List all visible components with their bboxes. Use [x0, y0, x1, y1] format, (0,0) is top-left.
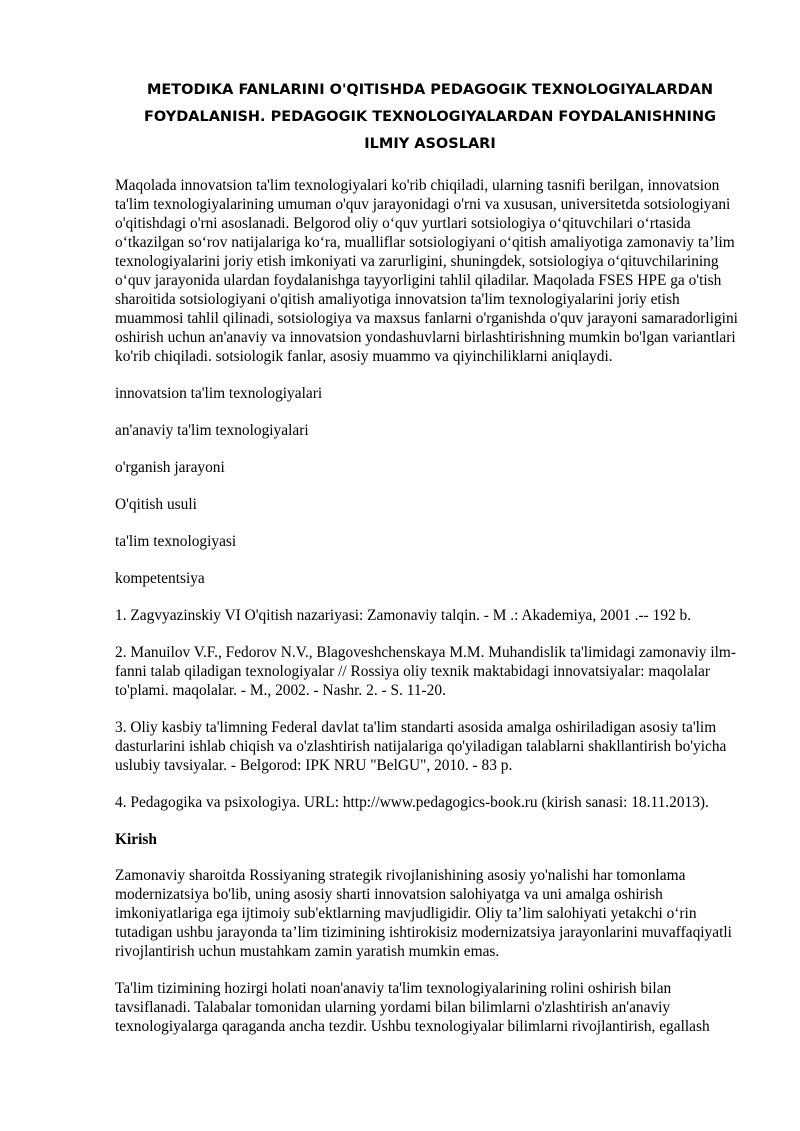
keyword-item: kompetentsiya: [115, 570, 205, 587]
keyword-item: innovatsion ta'lim texnologiyalari: [115, 385, 323, 402]
document-title: METODIKA FANLARINI O'QITISHDA PEDAGOGIK TEXNOLOGIYALARDAN FOYDALANISH. PEDAGOGIK TEXNOLOGIYALARDAN FOYDALANISHNING ILMIY ASOSLARI: [144, 82, 716, 152]
keyword-item: an'anaviy ta'lim texnologiyalari: [115, 422, 309, 439]
keyword-item: o'rganish jarayoni: [115, 459, 225, 476]
document-body: [115, 176, 745, 1054]
reference-item: 1. Zagvyazinskiy VI O'qitish nazariyasi: Zamonaviy talqin. - M .: Akademiya, 2001 .-- 192 b.: [115, 607, 692, 624]
intro-paragraph: Ta'lim tizimining hozirgi holati noan'anaviy ta'lim texnologiyalarining rolini oshirish bilan tavsiflanadi. Talabalar tomonidan ularning yordami bilan bilimlarni o'zlashtirish an'anaviy texnologiyalarga qaraganda ancha tezdir. Ushbu texnologiyalar bilimlarni rivojlantirish, egallash: [115, 980, 710, 1035]
abstract-paragraph: Maqolada innovatsion ta'lim texnologiyalari ko'rib chiqiladi, ularning tasnifi berilgan, innovatsion ta'lim texnologiyalarining umuman o'quv jarayonidagi o'rni va xususan, universitetda sotsiologiyani o'qitishdagi o'rni asoslanadi. Belgorod oliy o‘quv yurtlari sotsiologiya o‘qituvchilari o‘rtasida o‘tkazilgan so‘rov natijalariga ko‘ra, mualliflar sotsiologiyani o‘qitish amaliyotiga zamonaviy ta’lim texnologiyalarini joriy etish imkoniyati va zarurligini, shuningdek, sotsiologiya o‘qituvchilarining o‘quv jarayonida ulardan foydalanishga tayyorligini tahlil qiladilar. Maqolada FSES HPE ga o'tish sharoitida sotsiologiyani o'qitish amaliyotiga innovatsion ta'lim texnologiyalarini joriy etish muammosi tahlil qilinadi, sotsiologiya va maxsus fanlarni o'rganishda o'quv jarayoni samaradorligini oshirish uchun an'anaviy va innovatsion yondashuvlarni birlashtirishning mumkin bo'lgan variantlari ko'rib chiqiladi. sotsiologik fanlar, asosiy muammo va qiyinchiliklarni aniqlaydi.: [115, 177, 738, 365]
reference-item: 4. Pedagogika va psixologiya. URL: http://www.pedagogics-book.ru (kirish sanasi: 18.11.2013).: [115, 794, 709, 811]
reference-item: 2. Manuilov V.F., Fedorov N.V., Blagoveshchenskaya M.M. Muhandislik ta'limidagi zamonaviy ilm-fanni talab qiladigan texnologiyalar // Rossiya oliy texnik maktabidagi innovatsiyalar: maqolalar to'plami. maqolalar. - M., 2002. - Nashr. 2. - S. 11-20.: [115, 644, 736, 699]
keyword-item: O'qitish usuli: [115, 496, 197, 513]
intro-paragraph: Zamonaviy sharoitda Rossiyaning strategik rivojlanishining asosiy yo'nalishi har tomonlama modernizatsiya bo'lib, uning asosiy sharti innovatsion salohiyatga va uni amalga oshirish imkoniyatlariga ega ijtimoiy sub'ektlarning mavjudligidir. Oliy ta’lim salohiyati yetakchi o‘rin tutadigan ushbu jarayonda ta’lim tizimining ishtirokisiz modernizatsiya jarayonlarini muvaffaqiyatli rivojlantirish uchun mustahkam zamin yaratish mumkin emas.: [115, 867, 732, 960]
section-heading: Kirish: [115, 831, 157, 848]
keyword-item: ta'lim texnologiyasi: [115, 533, 237, 550]
reference-item: 3. Oliy kasbiy ta'limning Federal davlat ta'lim standarti asosida amalga oshiriladigan asosiy ta'lim dasturlarini ishlab chiqish va o'zlashtirish natijalariga qo'yiladigan talablarni shakllantirish bo'yicha uslubiy tavsiyalar. - Belgorod: IPK NRU "BelGU", 2010. - 83 p.: [115, 719, 727, 774]
